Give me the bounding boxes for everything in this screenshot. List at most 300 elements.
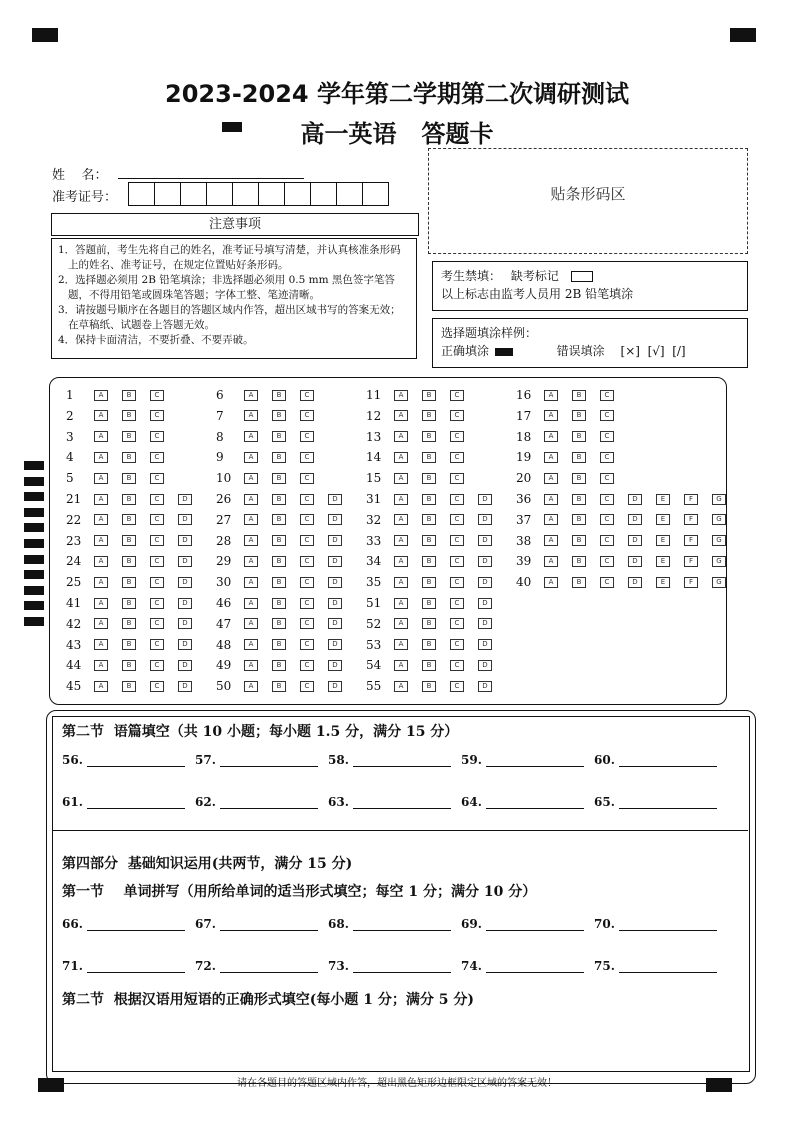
option-bubble-b[interactable]: B [122,577,136,588]
option-bubble-b[interactable]: B [122,618,136,629]
option-bubble-a[interactable]: A [94,577,108,588]
option-bubble-a[interactable]: A [394,577,408,588]
question-number: 52 [366,616,382,631]
notice-item: 4．保持卡面清洁，不要折叠、不要弄破。 [58,334,254,346]
question-10 [216,470,328,486]
option-bubble-a[interactable]: A [244,390,258,401]
blank-line[interactable] [486,795,584,809]
blank-line[interactable] [486,753,584,767]
blank-line[interactable] [619,795,717,809]
blank-line[interactable] [353,917,451,931]
option-bubble-d[interactable]: D [178,535,192,546]
sample-wrong-marks: [×] [√] [/] [620,344,686,358]
option-bubble-b[interactable]: B [122,410,136,421]
option-bubble-a[interactable]: A [544,535,558,546]
option-bubble-a[interactable]: A [544,473,558,484]
option-bubble-a[interactable]: A [94,598,108,609]
blank-line[interactable] [220,795,318,809]
option-bubble-b[interactable]: B [272,494,286,505]
option-bubble-c[interactable]: C [300,577,314,588]
option-bubble-c[interactable]: C [150,514,164,525]
option-bubble-b[interactable]: B [422,390,436,401]
blank-line[interactable] [87,795,185,809]
option-bubble-c[interactable]: C [450,431,464,442]
option-bubble-g[interactable]: G [712,577,726,588]
option-bubble-d[interactable]: D [478,577,492,588]
option-bubble-b[interactable]: B [122,494,136,505]
option-bubble-d[interactable]: D [178,494,192,505]
option-bubble-a[interactable]: A [94,681,108,692]
blank-line[interactable] [619,917,717,931]
question-number: 19 [516,450,532,465]
option-bubble-b[interactable]: B [122,535,136,546]
option-bubble-b[interactable]: B [122,681,136,692]
option-bubble-a[interactable]: A [394,473,408,484]
blank-number: 62. [195,795,216,809]
option-bubble-a[interactable]: A [244,514,258,525]
option-bubble-b[interactable]: B [122,452,136,463]
option-bubble-c[interactable]: C [150,639,164,650]
option-bubble-c[interactable]: C [300,660,314,671]
question-7 [216,408,328,424]
option-bubble-d[interactable]: D [178,660,192,671]
option-bubble-c[interactable]: C [150,535,164,546]
question-23 [66,533,206,549]
option-bubble-c[interactable]: C [600,431,614,442]
option-bubble-a[interactable]: A [394,514,408,525]
option-bubble-b[interactable]: B [422,556,436,567]
blank-69[interactable] [461,917,584,931]
question-number: 21 [66,492,82,506]
option-bubble-e[interactable]: E [656,535,670,546]
question-number: 24 [66,554,82,569]
option-bubble-c[interactable]: C [600,556,614,567]
option-bubble-c[interactable]: C [150,577,164,588]
question-9 [216,449,328,465]
question-44 [66,657,206,673]
option-bubble-a[interactable]: A [244,660,258,671]
question-19 [516,449,628,465]
option-bubble-b[interactable]: B [422,618,436,629]
option-bubble-a[interactable]: A [244,410,258,421]
option-bubble-a[interactable]: A [244,473,258,484]
option-bubble-a[interactable]: A [544,431,558,442]
option-bubble-c[interactable]: C [150,452,164,463]
option-bubble-d[interactable]: D [178,618,192,629]
option-bubble-c[interactable]: C [450,681,464,692]
option-bubble-c[interactable]: C [600,452,614,463]
question-number: 15 [366,471,382,486]
option-bubble-b[interactable]: B [272,639,286,650]
option-bubble-a[interactable]: A [94,410,108,421]
blank-line[interactable] [486,917,584,931]
option-bubble-c[interactable]: C [300,639,314,650]
blank-75[interactable] [594,959,717,973]
option-bubble-c[interactable]: C [600,390,614,401]
option-bubble-d[interactable]: D [628,494,642,505]
option-bubble-c[interactable]: C [450,577,464,588]
blank-70[interactable] [594,917,717,931]
question-number: 41 [66,596,82,610]
option-bubble-b[interactable]: B [272,535,286,546]
blank-number: 58. [328,753,349,767]
option-bubble-c[interactable]: C [300,494,314,505]
option-bubble-a[interactable]: A [94,618,108,629]
option-bubble-c[interactable]: C [450,494,464,505]
option-bubble-c[interactable]: C [300,514,314,525]
blank-56[interactable] [62,753,185,767]
option-bubble-b[interactable]: B [572,452,586,463]
option-bubble-a[interactable]: A [244,431,258,442]
option-bubble-b[interactable]: B [422,681,436,692]
exam-id-boxes[interactable] [128,182,389,206]
option-bubble-g[interactable]: G [712,556,726,567]
option-bubble-b[interactable]: B [422,639,436,650]
option-bubble-d[interactable]: D [478,681,492,692]
option-bubble-a[interactable]: A [544,577,558,588]
question-number: 2 [66,408,74,423]
question-number: 3 [66,429,74,444]
option-bubble-b[interactable]: B [572,473,586,484]
option-bubble-d[interactable]: D [478,660,492,671]
blank-57[interactable] [195,753,318,767]
option-bubble-e[interactable]: E [656,494,670,505]
question-26 [216,491,356,507]
timing-mark [24,523,44,532]
option-bubble-b[interactable]: B [572,556,586,567]
blank-59[interactable] [461,753,584,767]
option-bubble-d[interactable]: D [328,556,342,567]
option-bubble-a[interactable]: A [394,681,408,692]
absent-mark-box[interactable] [571,271,593,282]
question-number: 47 [216,616,232,631]
question-number: 55 [366,679,382,694]
option-bubble-c[interactable]: C [150,660,164,671]
option-bubble-d[interactable]: D [328,577,342,588]
option-bubble-a[interactable]: A [94,452,108,463]
exam-subtitle: 高一英语 答题卡 [300,120,494,148]
option-bubble-c[interactable]: C [300,473,314,484]
option-bubble-d[interactable]: D [328,660,342,671]
option-bubble-d[interactable]: D [328,514,342,525]
blank-line[interactable] [353,795,451,809]
option-bubble-d[interactable]: D [328,598,342,609]
question-number: 33 [366,533,382,548]
blank-72[interactable] [195,959,318,973]
option-bubble-d[interactable]: D [178,639,192,650]
option-bubble-e[interactable]: E [656,556,670,567]
option-bubble-c[interactable]: C [600,494,614,505]
question-29 [216,553,356,569]
blank-65[interactable] [594,795,717,809]
option-bubble-a[interactable]: A [394,598,408,609]
option-bubble-c[interactable]: C [150,494,164,505]
option-bubble-b[interactable]: B [422,452,436,463]
blank-line[interactable] [619,753,717,767]
option-bubble-b[interactable]: B [272,431,286,442]
blank-66[interactable] [62,917,185,931]
blank-number: 70. [594,917,615,931]
option-bubble-c[interactable]: C [300,681,314,692]
option-bubble-a[interactable]: A [394,556,408,567]
option-bubble-f[interactable]: F [684,514,698,525]
option-bubble-c[interactable]: C [600,473,614,484]
option-bubble-d[interactable]: D [478,535,492,546]
option-bubble-a[interactable]: A [544,556,558,567]
option-bubble-a[interactable]: A [394,410,408,421]
option-bubble-c[interactable]: C [450,410,464,421]
blank-61[interactable] [62,795,185,809]
question-number: 4 [66,450,74,465]
option-bubble-a[interactable]: A [244,598,258,609]
option-bubble-a[interactable]: A [94,556,108,567]
option-bubble-b[interactable]: B [572,410,586,421]
timing-mark [24,601,44,610]
blank-line[interactable] [486,959,584,973]
option-bubble-c[interactable]: C [450,535,464,546]
option-bubble-d[interactable]: D [628,556,642,567]
option-bubble-a[interactable]: A [244,494,258,505]
option-bubble-b[interactable]: B [572,577,586,588]
absent-note: 以上标志由监考人员用 2B 铅笔填涂 [441,287,634,301]
option-bubble-d[interactable]: D [178,577,192,588]
option-bubble-b[interactable]: B [272,514,286,525]
option-bubble-a[interactable]: A [94,639,108,650]
option-bubble-b[interactable]: B [422,535,436,546]
option-bubble-b[interactable]: B [572,494,586,505]
option-bubble-b[interactable]: B [422,660,436,671]
option-bubble-c[interactable]: C [150,390,164,401]
option-bubble-a[interactable]: A [544,494,558,505]
option-bubble-b[interactable]: B [272,410,286,421]
option-bubble-c[interactable]: C [450,598,464,609]
part4-section1-title: 第一节 单词拼写（用所给单词的适当形式填空；每空 1 分；满分 10 分） [62,884,537,900]
option-bubble-d[interactable]: D [478,598,492,609]
question-5 [66,470,178,486]
option-bubble-b[interactable]: B [422,577,436,588]
option-bubble-d[interactable]: D [178,556,192,567]
option-bubble-a[interactable]: A [394,639,408,650]
option-bubble-e[interactable]: E [656,514,670,525]
blank-line[interactable] [619,959,717,973]
option-bubble-g[interactable]: G [712,494,726,505]
blank-number: 73. [328,959,349,973]
option-bubble-d[interactable]: D [328,535,342,546]
option-bubble-c[interactable]: C [150,681,164,692]
option-bubble-c[interactable]: C [450,452,464,463]
option-bubble-a[interactable]: A [394,494,408,505]
option-bubble-d[interactable]: D [478,618,492,629]
option-bubble-c[interactable]: C [150,556,164,567]
option-bubble-d[interactable]: D [328,681,342,692]
option-bubble-a[interactable]: A [94,535,108,546]
option-bubble-c[interactable]: C [450,639,464,650]
option-bubble-f[interactable]: F [684,535,698,546]
question-47 [216,616,356,632]
question-number: 28 [216,533,232,548]
option-bubble-b[interactable]: B [272,681,286,692]
option-bubble-d[interactable]: D [478,556,492,567]
question-number: 12 [366,408,382,423]
question-number: 45 [66,679,82,694]
option-bubble-d[interactable]: D [328,639,342,650]
option-bubble-d[interactable]: D [328,618,342,629]
option-bubble-e[interactable]: E [656,577,670,588]
option-bubble-a[interactable]: A [244,639,258,650]
option-bubble-b[interactable]: B [422,494,436,505]
option-bubble-d[interactable]: D [478,514,492,525]
option-bubble-f[interactable]: F [684,556,698,567]
option-bubble-a[interactable]: A [544,514,558,525]
option-bubble-c[interactable]: C [300,452,314,463]
option-bubble-a[interactable]: A [394,535,408,546]
option-bubble-b[interactable]: B [272,660,286,671]
option-bubble-b[interactable]: B [122,556,136,567]
option-bubble-b[interactable]: B [572,390,586,401]
option-bubble-a[interactable]: A [244,618,258,629]
option-bubble-c[interactable]: C [600,514,614,525]
option-bubble-d[interactable]: D [628,577,642,588]
option-bubble-c[interactable]: C [450,473,464,484]
option-bubble-b[interactable]: B [422,598,436,609]
absent-box [432,261,748,311]
question-number: 43 [66,637,82,652]
option-bubble-d[interactable]: D [478,494,492,505]
option-bubble-c[interactable]: C [150,598,164,609]
option-bubble-a[interactable]: A [394,660,408,671]
option-bubble-a[interactable]: A [94,514,108,525]
option-bubble-b[interactable]: B [272,473,286,484]
option-bubble-a[interactable]: A [94,660,108,671]
option-bubble-a[interactable]: A [244,681,258,692]
option-bubble-f[interactable]: F [684,577,698,588]
question-33 [366,533,506,549]
option-bubble-c[interactable]: C [450,390,464,401]
option-bubble-b[interactable]: B [122,514,136,525]
option-bubble-b[interactable]: B [122,660,136,671]
option-bubble-c[interactable]: C [300,598,314,609]
option-bubble-a[interactable]: A [394,452,408,463]
blank-line[interactable] [220,753,318,767]
option-bubble-d[interactable]: D [328,494,342,505]
option-bubble-b[interactable]: B [422,473,436,484]
option-bubble-c[interactable]: C [300,535,314,546]
option-bubble-d[interactable]: D [628,535,642,546]
option-bubble-a[interactable]: A [94,431,108,442]
option-bubble-b[interactable]: B [122,473,136,484]
option-bubble-b[interactable]: B [422,431,436,442]
option-bubble-b[interactable]: B [272,618,286,629]
option-bubble-b[interactable]: B [272,452,286,463]
option-bubble-c[interactable]: C [600,410,614,421]
blank-58[interactable] [328,753,451,767]
option-bubble-b[interactable]: B [122,431,136,442]
blank-64[interactable] [461,795,584,809]
option-bubble-c[interactable]: C [600,535,614,546]
option-bubble-a[interactable]: A [544,452,558,463]
option-bubble-b[interactable]: B [572,431,586,442]
option-bubble-c[interactable]: C [450,618,464,629]
blank-67[interactable] [195,917,318,931]
blank-line[interactable] [220,917,318,931]
option-bubble-b[interactable]: B [422,514,436,525]
option-bubble-c[interactable]: C [600,577,614,588]
option-bubble-b[interactable]: B [272,577,286,588]
option-bubble-c[interactable]: C [150,431,164,442]
blank-line[interactable] [353,959,451,973]
blank-number: 59. [461,753,482,767]
option-bubble-g[interactable]: G [712,514,726,525]
option-bubble-d[interactable]: D [178,598,192,609]
option-bubble-c[interactable]: C [450,660,464,671]
blank-line[interactable] [87,917,185,931]
option-bubble-f[interactable]: F [684,494,698,505]
option-bubble-c[interactable]: C [300,431,314,442]
option-bubble-d[interactable]: D [628,514,642,525]
blank-63[interactable] [328,795,451,809]
option-bubble-a[interactable]: A [244,577,258,588]
question-53 [366,637,506,653]
name-field[interactable] [118,178,304,179]
option-bubble-a[interactable]: A [94,494,108,505]
option-bubble-b[interactable]: B [572,514,586,525]
option-bubble-c[interactable]: C [300,410,314,421]
option-bubble-b[interactable]: B [122,390,136,401]
option-bubble-d[interactable]: D [178,514,192,525]
option-bubble-b[interactable]: B [272,390,286,401]
blank-73[interactable] [328,959,451,973]
blank-62[interactable] [195,795,318,809]
blank-71[interactable] [62,959,185,973]
option-bubble-b[interactable]: B [272,598,286,609]
option-bubble-a[interactable]: A [394,618,408,629]
option-bubble-d[interactable]: D [178,681,192,692]
blank-line[interactable] [220,959,318,973]
blank-74[interactable] [461,959,584,973]
blank-60[interactable] [594,753,717,767]
option-bubble-a[interactable]: A [544,410,558,421]
option-bubble-c[interactable]: C [300,618,314,629]
option-bubble-a[interactable]: A [244,452,258,463]
option-bubble-a[interactable]: A [394,431,408,442]
option-bubble-b[interactable]: B [572,535,586,546]
option-bubble-a[interactable]: A [244,535,258,546]
option-bubble-c[interactable]: C [450,556,464,567]
option-bubble-a[interactable]: A [394,390,408,401]
option-bubble-a[interactable]: A [244,556,258,567]
option-bubble-b[interactable]: B [272,556,286,567]
option-bubble-c[interactable]: C [150,473,164,484]
option-bubble-b[interactable]: B [122,639,136,650]
option-bubble-a[interactable]: A [94,473,108,484]
blank-line[interactable] [87,753,185,767]
option-bubble-a[interactable]: A [94,390,108,401]
option-bubble-b[interactable]: B [122,598,136,609]
blank-68[interactable] [328,917,451,931]
option-bubble-d[interactable]: D [478,639,492,650]
blank-line[interactable] [87,959,185,973]
option-bubble-b[interactable]: B [422,410,436,421]
question-number: 30 [216,575,232,590]
option-bubble-c[interactable]: C [300,390,314,401]
option-bubble-c[interactable]: C [450,514,464,525]
option-bubble-g[interactable]: G [712,535,726,546]
option-bubble-c[interactable]: C [300,556,314,567]
blank-line[interactable] [353,753,451,767]
option-bubble-c[interactable]: C [150,618,164,629]
option-bubble-a[interactable]: A [544,390,558,401]
option-bubble-c[interactable]: C [150,410,164,421]
